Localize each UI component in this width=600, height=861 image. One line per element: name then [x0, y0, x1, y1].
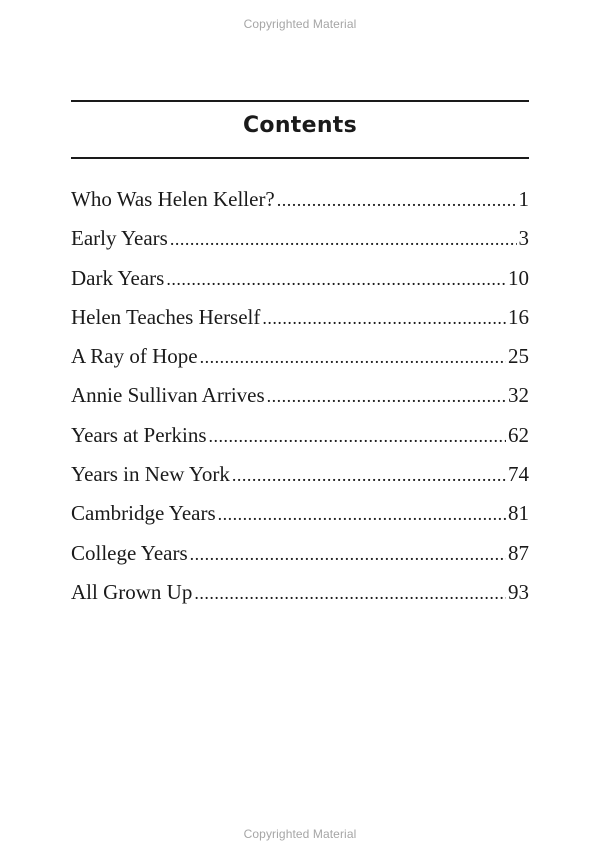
toc-entry-page: 93	[508, 579, 529, 604]
dot-leader	[209, 426, 506, 447]
copyright-watermark-bottom: Copyrighted Material	[243, 827, 357, 841]
dot-leader	[190, 544, 506, 565]
toc-entry-page: 32	[508, 383, 529, 408]
toc-entry[interactable]	[71, 344, 529, 383]
toc-entry[interactable]	[71, 187, 529, 226]
toc-entry-page: 81	[508, 501, 529, 526]
toc-entry[interactable]	[71, 423, 529, 462]
toc-entry-title: College Years	[71, 540, 188, 565]
dot-leader	[194, 583, 506, 604]
table-of-contents	[71, 187, 529, 619]
toc-entry-page: 87	[508, 540, 529, 565]
toc-entry-title: Years at Perkins	[71, 422, 207, 447]
dot-leader	[200, 347, 506, 368]
dot-leader	[262, 308, 506, 329]
toc-entry-title: Cambridge Years	[71, 501, 216, 526]
dot-leader	[277, 190, 517, 211]
toc-entry-title: Early Years	[71, 226, 168, 251]
toc-entry-title: Annie Sullivan Arrives	[71, 383, 265, 408]
dot-leader	[232, 465, 506, 486]
toc-entry[interactable]	[71, 580, 529, 619]
toc-entry[interactable]	[71, 541, 529, 580]
toc-entry-page: 10	[508, 265, 529, 290]
dot-leader	[170, 229, 517, 250]
toc-entry[interactable]	[71, 266, 529, 305]
contents-heading: Contents	[242, 113, 358, 138]
toc-entry-page: 3	[518, 226, 529, 251]
heading-bottom-rule	[71, 157, 529, 159]
toc-entry[interactable]	[71, 501, 529, 540]
dot-leader	[218, 504, 506, 525]
toc-entry[interactable]	[71, 462, 529, 501]
toc-entry-page: 25	[508, 344, 529, 369]
toc-entry-page: 1	[518, 187, 529, 211]
toc-entry[interactable]	[71, 226, 529, 265]
toc-entry-title: All Grown Up	[71, 579, 193, 604]
dot-leader	[166, 269, 506, 290]
toc-entry[interactable]	[71, 383, 529, 422]
copyright-watermark-top: Copyrighted Material	[243, 17, 357, 31]
toc-entry-page: 16	[508, 304, 529, 329]
toc-entry-title: Helen Teaches Herself	[71, 304, 261, 329]
toc-entry-title: Who Was Helen Keller?	[71, 187, 275, 211]
toc-entry-page: 74	[508, 462, 529, 487]
toc-entry-title: Years in New York	[71, 462, 230, 487]
toc-entry-title: Dark Years	[71, 265, 165, 290]
dot-leader	[267, 386, 506, 407]
toc-entry-page: 62	[508, 422, 529, 447]
toc-entry-title: A Ray of Hope	[71, 344, 198, 369]
toc-entry[interactable]	[71, 305, 529, 344]
heading-top-rule	[71, 100, 529, 102]
